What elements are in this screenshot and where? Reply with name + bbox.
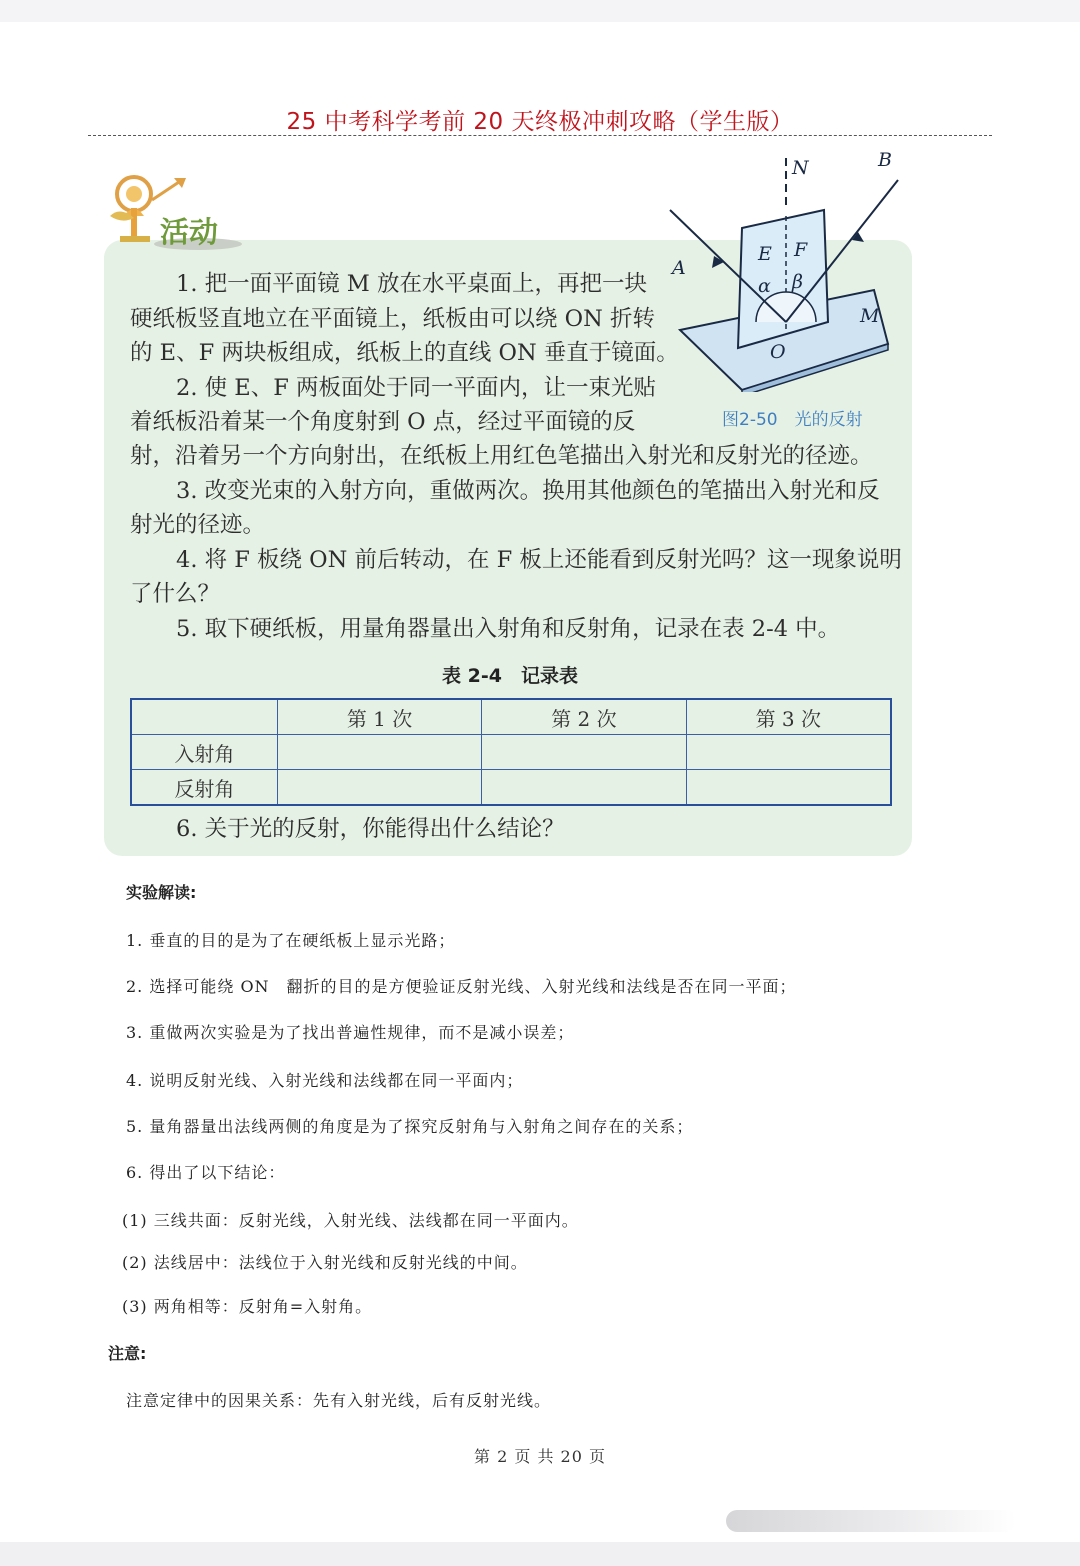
- analysis-title: 实验解读:: [126, 883, 197, 902]
- reflection-diagram: [662, 152, 902, 392]
- activity-line: 1. 把一面平面镜 M 放在水平桌面上，再把一块: [176, 271, 647, 297]
- table-cell: [482, 770, 686, 806]
- row-label: 反射角: [131, 770, 277, 806]
- label-E: E: [758, 243, 772, 265]
- table-cell: [277, 770, 481, 806]
- table-header-cell: [131, 699, 277, 735]
- label-beta: β: [792, 271, 803, 293]
- table-cell: [277, 735, 481, 770]
- analysis-item: (1) 三线共面：反射光线，入射光线、法线都在同一平面内。: [122, 1211, 579, 1230]
- activity-line: 着纸板沿着某一个角度射到 O 点，经过平面镜的反: [130, 409, 636, 435]
- table-row: [131, 770, 891, 806]
- note-title: 注意:: [108, 1344, 147, 1363]
- label-alpha: α: [758, 275, 771, 297]
- table-caption: 表 2-4 记录表: [442, 665, 578, 687]
- label-N: N: [792, 157, 809, 179]
- figure-caption: 图2-50 光的反射: [722, 410, 863, 430]
- table-header-row: [131, 699, 891, 735]
- activity-line: 4. 将 F 板绕 ON 前后转动，在 F 板上还能看到反射光吗？这一现象说明: [176, 547, 902, 573]
- activity-line: 6. 关于光的反射，你能得出什么结论？: [176, 816, 565, 842]
- activity-line: 2. 使 E、F 两板面处于同一平面内，让一束光贴: [176, 375, 656, 401]
- analysis-item: (2) 法线居中：法线位于入射光线和反射光线的中间。: [122, 1253, 528, 1272]
- analysis-item: 5. 量角器量出法线两侧的角度是为了探究反射角与入射角之间存在的关系；: [126, 1117, 694, 1136]
- note-text: 注意定律中的因果关系：先有入射光线，后有反射光线。: [126, 1391, 552, 1410]
- label-A: A: [672, 257, 686, 279]
- activity-line: 3. 改变光束的入射方向，重做两次。换用其他颜色的笔描出入射光和反: [176, 478, 880, 504]
- table-cell: [686, 735, 891, 770]
- analysis-item: 3. 重做两次实验是为了找出普遍性规律，而不是减小误差；: [126, 1023, 575, 1042]
- table-header-cell: 第 2 次: [482, 699, 686, 735]
- title-divider: [88, 135, 992, 136]
- analysis-item: (3) 两角相等：反射角=入射角。: [122, 1297, 373, 1316]
- label-B: B: [878, 152, 892, 171]
- label-F: F: [794, 239, 808, 261]
- activity-label: 活动: [160, 215, 219, 249]
- table-header-cell: 第 1 次: [277, 699, 481, 735]
- activity-line: 5. 取下硬纸板，用量角器量出入射角和反射角，记录在表 2-4 中。: [176, 616, 841, 642]
- table-header-cell: 第 3 次: [686, 699, 891, 735]
- activity-line: 硬纸板竖直地立在平面镜上，纸板由可以绕 ON 折转: [130, 306, 655, 332]
- viewer-top-bar: [0, 0, 1080, 23]
- row-label: 入射角: [131, 735, 277, 770]
- activity-line: 射，沿着另一个方向射出，在纸板上用红色笔描出入射光和反射光的径迹。: [130, 443, 873, 469]
- table-row: [131, 735, 891, 770]
- label-O: O: [770, 341, 786, 363]
- page-number: 第 2 页 共 20 页: [474, 1447, 606, 1466]
- analysis-item: 1. 垂直的目的是为了在硬纸板上显示光路；: [126, 931, 456, 950]
- analysis-item: 2. 选择可能绕 ON 翻折的目的是方便验证反射光线、入射光线和法线是否在同一平面；: [126, 977, 797, 996]
- scroll-indicator[interactable]: [726, 1510, 1016, 1532]
- label-M: M: [860, 305, 880, 327]
- analysis-item: 4. 说明反射光线、入射光线和法线都在同一平面内；: [126, 1071, 524, 1090]
- activity-line: 的 E、F 两块板组成，纸板上的直线 ON 垂直于镜面。: [130, 340, 679, 366]
- analysis-item: 6. 得出了以下结论：: [126, 1163, 286, 1182]
- activity-line: 射光的径迹。: [130, 512, 266, 538]
- table-cell: [686, 770, 891, 806]
- activity-line: 了什么？: [130, 581, 221, 607]
- viewer-bottom-bar: [0, 1542, 1080, 1566]
- record-table: [130, 698, 892, 806]
- document-title: 25 中考科学考前 20 天终极冲刺攻略（学生版）: [286, 109, 794, 135]
- table-cell: [482, 735, 686, 770]
